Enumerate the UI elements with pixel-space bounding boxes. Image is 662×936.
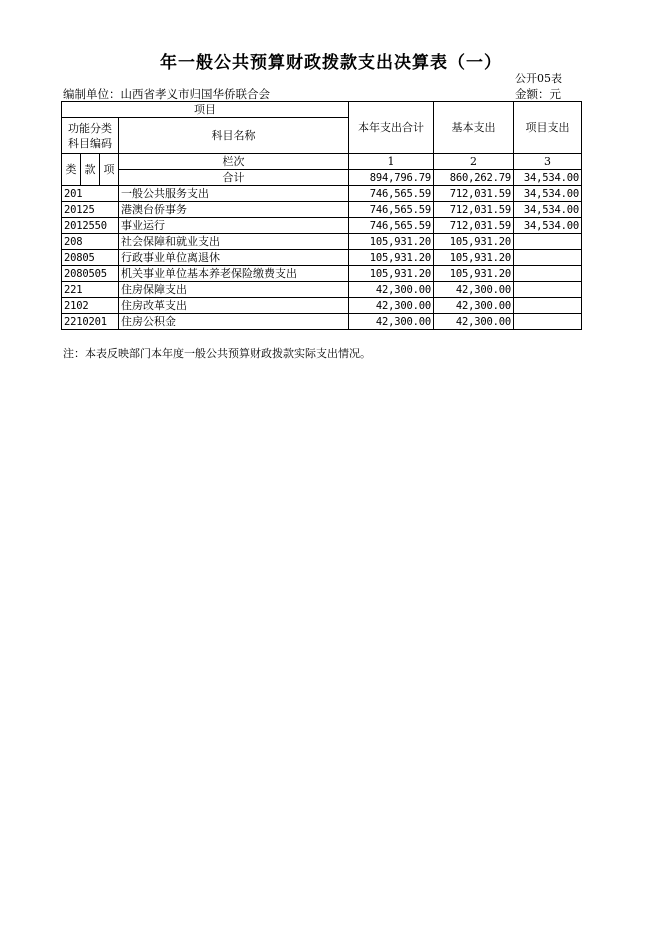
header-basic: 基本支出: [434, 102, 514, 154]
sum-label: 合计: [119, 170, 349, 186]
row-total: 105,931.20: [349, 266, 434, 282]
row-basic: 105,931.20: [434, 266, 514, 282]
header-kuan: 款: [81, 154, 100, 186]
row-total: 746,565.59: [349, 218, 434, 234]
row-code: 201: [62, 186, 119, 202]
row-total: 105,931.20: [349, 234, 434, 250]
row-code: 20125: [62, 202, 119, 218]
row-project: [514, 250, 582, 266]
table-row: [62, 250, 582, 266]
header-func-code-line2: 科目编码: [68, 136, 112, 150]
row-code: 2012550: [62, 218, 119, 234]
row-subject-name: 住房改革支出: [119, 298, 349, 314]
row-subject-name: 住房公积金: [119, 314, 349, 330]
header-func-code: [62, 118, 119, 154]
row-subject-name: 机关事业单位基本养老保险缴费支出: [119, 266, 349, 282]
sum-basic: 860,262.79: [434, 170, 514, 186]
header-lei: 类: [62, 154, 81, 186]
row-code: 208: [62, 234, 119, 250]
sum-total: 894,796.79: [349, 170, 434, 186]
table-row: [62, 266, 582, 282]
row-basic: 42,300.00: [434, 298, 514, 314]
report-title: 年一般公共预算财政拨款支出决算表（一）: [160, 53, 502, 73]
header-column-no: 栏次: [119, 154, 349, 170]
header-total: 本年支出合计: [349, 102, 434, 154]
sum-project: 34,534.00: [514, 170, 582, 186]
row-project: [514, 298, 582, 314]
table-row: [62, 298, 582, 314]
row-total: 746,565.59: [349, 202, 434, 218]
table-row: [62, 234, 582, 250]
header-col1: 1: [349, 154, 434, 170]
reporting-unit: 编制单位：山西省孝义市归国华侨联合会: [63, 87, 270, 101]
table-row: [62, 314, 582, 330]
row-project: 34,534.00: [514, 202, 582, 218]
header-subject-name: 科目名称: [119, 118, 349, 154]
row-basic: 42,300.00: [434, 282, 514, 298]
header-xiang: 项: [100, 154, 119, 186]
row-subject-name: 行政事业单位离退休: [119, 250, 349, 266]
table-row: [62, 282, 582, 298]
row-project: 34,534.00: [514, 218, 582, 234]
table-header: [62, 102, 582, 186]
row-total: 105,931.20: [349, 250, 434, 266]
row-subject-name: 事业运行: [119, 218, 349, 234]
row-code: 20805: [62, 250, 119, 266]
row-code: 2210201: [62, 314, 119, 330]
row-project: [514, 314, 582, 330]
row-total: 746,565.59: [349, 186, 434, 202]
row-project: [514, 266, 582, 282]
table-row: [62, 202, 582, 218]
row-subject-name: 港澳台侨事务: [119, 202, 349, 218]
row-basic: 105,931.20: [434, 250, 514, 266]
table-row: [62, 186, 582, 202]
row-subject-name: 一般公共服务支出: [119, 186, 349, 202]
row-subject-name: 社会保障和就业支出: [119, 234, 349, 250]
row-total: 42,300.00: [349, 298, 434, 314]
amount-unit: 金额：元: [515, 87, 561, 101]
row-code: 221: [62, 282, 119, 298]
row-subject-name: 住房保障支出: [119, 282, 349, 298]
row-code: 2080505: [62, 266, 119, 282]
row-basic: 105,931.20: [434, 234, 514, 250]
row-basic: 712,031.59: [434, 218, 514, 234]
table-body: [62, 186, 582, 330]
row-total: 42,300.00: [349, 314, 434, 330]
header-project: 项目支出: [514, 102, 582, 154]
header-item: 项目: [62, 102, 349, 118]
row-code: 2102: [62, 298, 119, 314]
row-basic: 712,031.59: [434, 202, 514, 218]
footnote: 注：本表反映部门本年度一般公共预算财政拨款实际支出情况。: [63, 347, 371, 360]
header-func-code-line1: 功能分类: [68, 121, 112, 135]
table-row: [62, 218, 582, 234]
form-number: 公开05表: [515, 72, 562, 85]
row-basic: 712,031.59: [434, 186, 514, 202]
row-project: [514, 234, 582, 250]
row-total: 42,300.00: [349, 282, 434, 298]
header-col3: 3: [514, 154, 582, 170]
row-basic: 42,300.00: [434, 314, 514, 330]
row-project: [514, 282, 582, 298]
header-col2: 2: [434, 154, 514, 170]
row-project: 34,534.00: [514, 186, 582, 202]
expenditure-table: [61, 101, 582, 330]
